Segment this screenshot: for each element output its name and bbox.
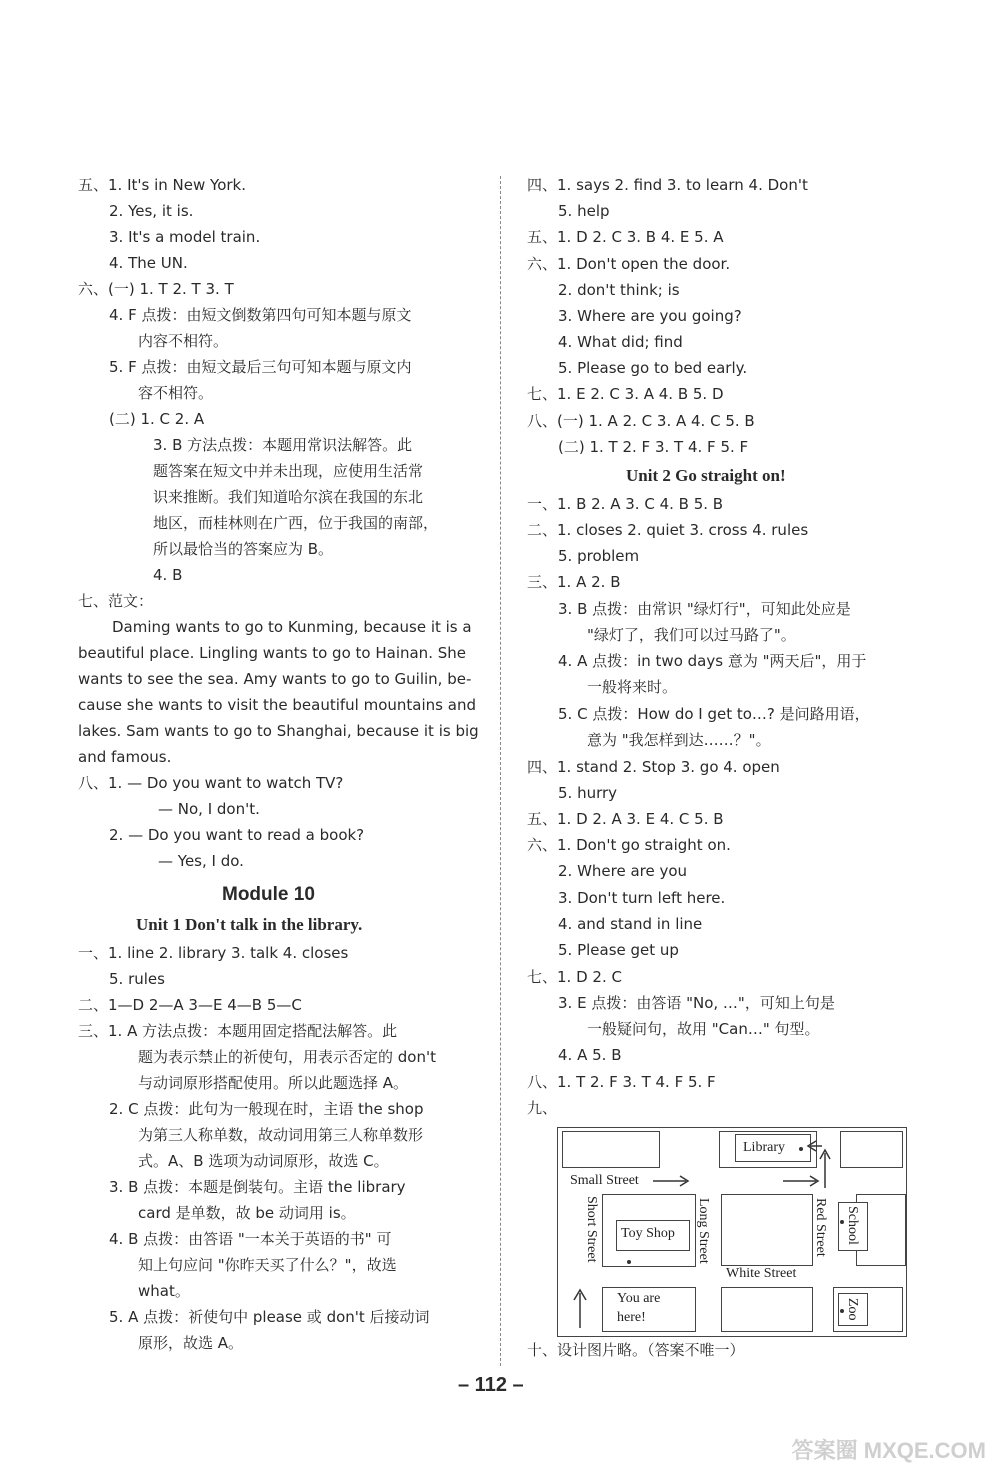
- answer-line: 题答案在短文中并未出现，应使用生活常: [153, 462, 424, 480]
- answer-line: 八、(一) 1. A 2. C 3. A 4. C 5. B: [527, 412, 755, 430]
- answer-line: 八、1. T 2. F 3. T 4. F 5. F: [527, 1073, 716, 1091]
- answer-line: 知上句应问 "你昨天买了什么？"，故选: [138, 1256, 397, 1274]
- answer-line: 容不相符。: [138, 384, 214, 402]
- answer-line: 为第三人称单数，故动词用第三人称单数形: [138, 1126, 424, 1144]
- answer-line: 三、1. A 方法点拨：本题用固定搭配法解答。此: [78, 1022, 398, 1040]
- answer-line: 4. What did; find: [558, 333, 683, 351]
- answer-line: 5. help: [558, 202, 610, 220]
- answer-line: 与动词原形搭配使用。所以此题选择 A。: [138, 1074, 409, 1092]
- answer-line: 3. Don't turn left here.: [558, 889, 726, 907]
- answer-line: 2. Yes, it is.: [109, 202, 194, 220]
- answer-line: — No, I don't.: [158, 800, 260, 818]
- answer-line: 二、1. closes 2. quiet 3. cross 4. rules: [527, 521, 809, 539]
- small-street-label: Small Street: [570, 1173, 639, 1188]
- answer-line: 四、1. stand 2. Stop 3. go 4. open: [527, 758, 780, 776]
- answer-line: 5. hurry: [558, 784, 618, 802]
- answer-line: 意为 "我怎样到达……？"。: [587, 731, 771, 749]
- answer-line: 2. — Do you want to read a book?: [109, 826, 365, 844]
- answer-line: 八、1. — Do you want to watch TV?: [78, 774, 344, 792]
- answer-line: 六、1. Don't open the door.: [527, 255, 731, 273]
- answer-line: 地区，而桂林则在广西，位于我国的南部，: [153, 514, 439, 532]
- answer-line: 2. C 点拨：此句为一般现在时，主语 the shop: [109, 1100, 424, 1118]
- street-map: [557, 1127, 907, 1337]
- answer-line: 二、1—D 2—A 3—E 4—B 5—C: [78, 996, 302, 1014]
- answer-line: 一般疑问句，故用 "Can…" 句型。: [587, 1020, 820, 1038]
- answer-line: 五、1. D 2. A 3. E 4. C 5. B: [527, 810, 724, 828]
- answer-line: 5. Please get up: [558, 941, 679, 959]
- page-number: – 112 –: [458, 1374, 524, 1396]
- essay-line: lakes. Sam wants to go to Shanghai, because it is big: [78, 722, 479, 740]
- answer-line: 七、范文：: [78, 592, 154, 610]
- answer-line: 3. It's a model train.: [109, 228, 261, 246]
- answer-line: (二) 1. T 2. F 3. T 4. F 5. F: [558, 438, 749, 456]
- answer-line: 十、设计图片略。（答案不唯一）: [527, 1341, 745, 1359]
- unit-title: Unit 1 Don't talk in the library.: [136, 915, 363, 934]
- answer-line: 4. B 点拨：由答语 "一本关于英语的书" 可: [109, 1230, 392, 1248]
- answer-line: 一般将来时。: [587, 678, 678, 696]
- answer-line: 2. don't think; is: [558, 281, 680, 299]
- answer-line: 五、1. It's in New York.: [78, 176, 246, 194]
- unit-title: Unit 2 Go straight on!: [626, 466, 786, 485]
- answer-line: 题为表示禁止的祈使句，用表示否定的 don't: [138, 1048, 436, 1066]
- answer-line: 5. A 点拨：祈使句中 please 或 don't 后接动词: [109, 1308, 430, 1326]
- answer-line: 5. F 点拨：由短文最后三句可知本题与原文内: [109, 358, 412, 376]
- answer-line: — Yes, I do.: [158, 852, 244, 870]
- school-dot: [840, 1220, 844, 1224]
- answer-line: 5. C 点拨：How do I get to…? 是问路用语，: [558, 705, 870, 723]
- answer-line: 3. B 点拨：由常识 "绿灯行"，可知此处应是: [558, 600, 851, 618]
- answer-line: 内容不相符。: [138, 332, 229, 350]
- answer-line: 一、1. line 2. library 3. talk 4. closes: [78, 944, 349, 962]
- white-street-label: White Street: [726, 1266, 797, 1281]
- route-arrows: [558, 1128, 906, 1336]
- answer-line: 4. F 点拨：由短文倒数第四句可知本题与原文: [109, 306, 412, 324]
- answer-line: 七、1. E 2. C 3. A 4. B 5. D: [527, 385, 724, 403]
- essay-line: wants to see the sea. Amy wants to go to Guilin, be-: [78, 670, 472, 688]
- answer-line: 式。A、B 选项为动词原形，故选 C。: [138, 1152, 389, 1170]
- column-divider: [500, 176, 501, 1366]
- answer-line: 5. rules: [109, 970, 165, 988]
- library-label: Library: [743, 1140, 785, 1155]
- watermark: 答案圈 MXQE.COM: [791, 1438, 986, 1463]
- zoo-label: Zoo: [845, 1298, 860, 1321]
- answer-line: 3. B 点拨：本题是倒装句。主语 the library: [109, 1178, 406, 1196]
- answer-line: what。: [138, 1282, 190, 1300]
- toy-shop-label: Toy Shop: [621, 1226, 675, 1241]
- answer-line: 3. E 点拨：由答语 "No, …"，可知上句是: [558, 994, 835, 1012]
- answer-line: 5. Please go to bed early.: [558, 359, 748, 377]
- answer-line: 5. problem: [558, 547, 640, 565]
- answer-line: 六、1. Don't go straight on.: [527, 836, 731, 854]
- answer-line: 4. A 5. B: [558, 1046, 622, 1064]
- answer-line: "绿灯了，我们可以过马路了"。: [587, 626, 796, 644]
- answer-line: 四、1. says 2. find 3. to learn 4. Don't: [527, 176, 808, 194]
- answer-line: 3. B 方法点拨：本题用常识法解答。此: [153, 436, 413, 454]
- long-street-label: Long Street: [696, 1198, 711, 1264]
- zoo-dot: [840, 1309, 844, 1313]
- module-title: Module 10: [222, 884, 315, 905]
- you-are-label: You are: [617, 1291, 661, 1306]
- answer-line: 原形，故选 A。: [138, 1334, 244, 1352]
- answer-line: 4. B: [153, 566, 183, 584]
- essay-line: and famous.: [78, 748, 172, 766]
- answer-line: 九、: [527, 1099, 558, 1117]
- library-dot: [799, 1147, 803, 1151]
- here-label: here!: [617, 1310, 646, 1325]
- answer-line: 三、1. A 2. B: [527, 573, 621, 591]
- red-street-label: Red Street: [813, 1198, 828, 1257]
- essay-line: Daming wants to go to Kunming, because it is a: [112, 618, 472, 636]
- answer-line: 4. and stand in line: [558, 915, 703, 933]
- answer-line: 一、1. B 2. A 3. C 4. B 5. B: [527, 495, 724, 513]
- answer-line: 3. Where are you going?: [558, 307, 742, 325]
- answer-line: 4. A 点拨：in two days 意为 "两天后"，用于: [558, 652, 867, 670]
- essay-line: beautiful place. Lingling wants to go to Hainan. She: [78, 644, 466, 662]
- toy-shop-dot: [627, 1260, 631, 1264]
- answer-line: 2. Where are you: [558, 862, 688, 880]
- essay-line: cause she wants to visit the beautiful mountains and: [78, 696, 476, 714]
- school-label: School: [845, 1206, 860, 1245]
- answer-line: card 是单数，故 be 动词用 is。: [138, 1204, 356, 1222]
- answer-line: 五、1. D 2. C 3. B 4. E 5. A: [527, 228, 724, 246]
- answer-line: 六、(一) 1. T 2. T 3. T: [78, 280, 234, 298]
- answer-line: 4. The UN.: [109, 254, 188, 272]
- answer-line: 所以最恰当的答案应为 B。: [153, 540, 334, 558]
- answer-line: 七、1. D 2. C: [527, 968, 622, 986]
- answer-line: (二) 1. C 2. A: [109, 410, 205, 428]
- answer-line: 识来推断。我们知道哈尔滨在我国的东北: [153, 488, 424, 506]
- short-street-label: Short Street: [584, 1196, 599, 1263]
